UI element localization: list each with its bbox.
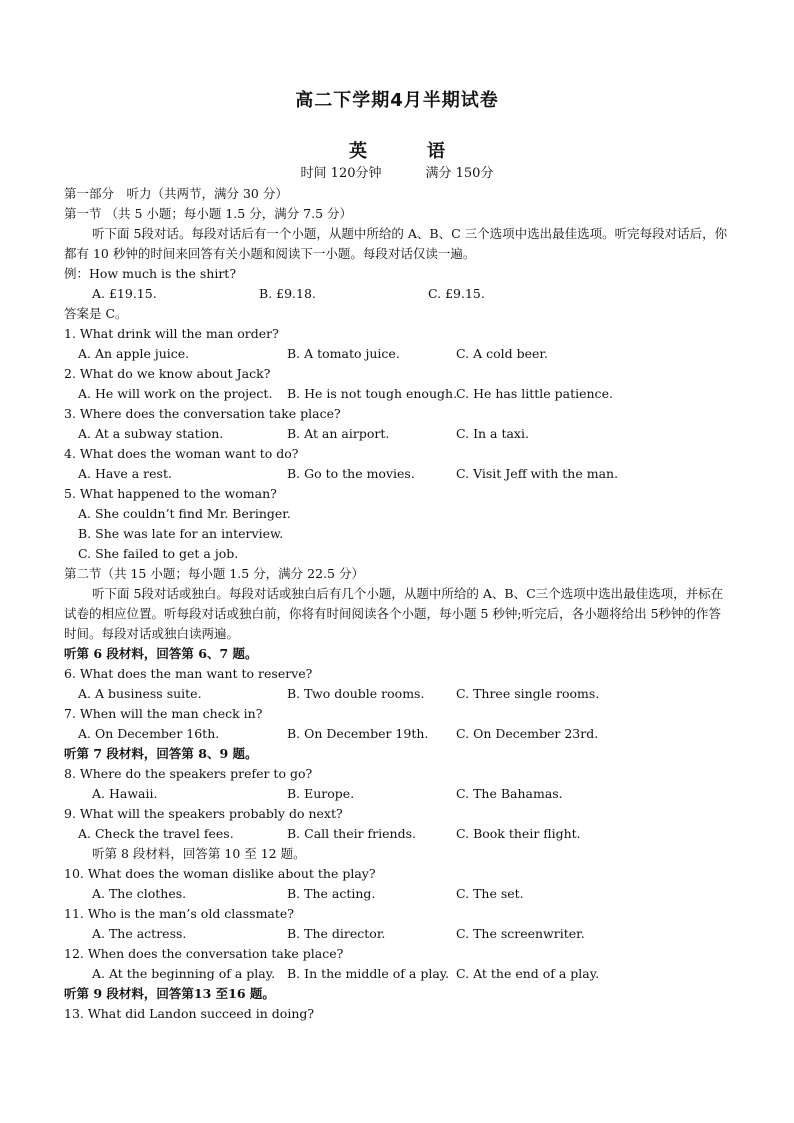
option-b: B. Call their friends. xyxy=(287,826,416,841)
option-a: A. Check the travel fees. xyxy=(78,826,234,841)
option-b: B. In the middle of a play. xyxy=(287,966,450,981)
question-6-options xyxy=(64,684,732,704)
part1-heading: 第一部分 听力（共两节，满分 30 分） xyxy=(64,186,288,201)
question-3-options xyxy=(64,424,732,444)
option-b: B. The acting. xyxy=(287,886,376,901)
option-b: B. She was late for an interview. xyxy=(78,526,284,541)
option-b: B. He is not tough enough. xyxy=(287,386,458,401)
material-8-heading: 听第 8 段材料，回答第 10 至 12 题。 xyxy=(92,846,306,861)
option-a: A. The clothes. xyxy=(92,886,187,901)
example-option-a: A. £19.15. xyxy=(92,286,157,301)
question-7-options xyxy=(64,724,732,744)
subject-right: 语 xyxy=(427,141,445,162)
option-a: A. She couldn’t find Mr. Beringer. xyxy=(78,506,291,521)
example-answer: 答案是 C。 xyxy=(64,306,128,321)
option-c: C. The set. xyxy=(456,886,524,901)
option-a: A. An apple juice. xyxy=(78,346,190,361)
question-6: 6. What does the man want to reserve? xyxy=(64,666,313,681)
option-b: B. On December 19th. xyxy=(287,726,429,741)
exam-score: 满分 150分 xyxy=(425,166,494,181)
option-a: A. The actress. xyxy=(92,926,187,941)
option-c: C. Book their flight. xyxy=(456,826,581,841)
question-9: 9. What will the speakers probably do next? xyxy=(64,806,343,821)
option-b: B. Europe. xyxy=(287,786,355,801)
question-4-options xyxy=(64,464,732,484)
option-c: C. He has little patience. xyxy=(456,386,613,401)
example-option-c: C. £9.15. xyxy=(428,286,485,301)
material-9-heading: 听第 9 段材料，回答第13 至16 题。 xyxy=(64,986,275,1001)
option-c: C. A cold beer. xyxy=(456,346,548,361)
question-11: 11. Who is the man’s old classmate? xyxy=(64,906,295,921)
section2-instructions: 听下面 5段对话或独白。每段对话或独白后有几个小题，从题中所给的 A、B、C三个选项中选出最佳选项，并标在试卷的相应位置。听每段对话或独白前，你将有时间阅读各个小题，每小题 5 秒钟;听完后，各小题将给出 5秒钟的作答时间。每段对话或独白读两遍。 xyxy=(64,586,724,641)
option-c: C. In a taxi. xyxy=(456,426,529,441)
example-question: 例：How much is the shirt? xyxy=(64,266,237,281)
material-7-heading: 听第 7 段材料，回答第 8、9 题。 xyxy=(64,746,258,761)
section1-instructions: 听下面 5段对话。每段对话后有一个小题，从题中所给的 A、B、C 三个选项中选出最佳选项。听完每段对话后，你都有 10 秒钟的时间来回答有关小题和阅读下一小题。每段对话仅读一遍。 xyxy=(64,226,728,261)
material-6-heading: 听第 6 段材料，回答第 6、7 题。 xyxy=(64,646,258,661)
exam-time: 时间 120分钟 xyxy=(300,166,382,181)
example-option-b: B. £9.18. xyxy=(259,286,316,301)
question-13: 13. What did Landon succeed in doing? xyxy=(64,1006,315,1021)
question-2: 2. What do we know about Jack? xyxy=(64,366,271,381)
subject-left: 英 xyxy=(349,141,367,162)
option-b: B. At an airport. xyxy=(287,426,390,441)
option-c: C. At the end of a play. xyxy=(456,966,600,981)
question-8: 8. Where do the speakers prefer to go? xyxy=(64,766,313,781)
option-b: B. A tomato juice. xyxy=(287,346,400,361)
option-b: B. Go to the movies. xyxy=(287,466,415,481)
option-c: C. The Bahamas. xyxy=(456,786,563,801)
page-title: 高二下学期4月半期试卷 xyxy=(295,90,499,111)
question-9-options xyxy=(64,824,732,844)
option-a: A. A business suite. xyxy=(78,686,202,701)
question-2-options xyxy=(64,384,732,404)
question-1: 1. What drink will the man order? xyxy=(64,326,279,341)
question-8-options xyxy=(64,784,732,804)
subject-title xyxy=(0,140,794,164)
question-12: 12. When does the conversation take place? xyxy=(64,946,344,961)
option-c: C. The screenwriter. xyxy=(456,926,585,941)
option-b: B. Two double rooms. xyxy=(287,686,425,701)
option-a: A. He will work on the project. xyxy=(78,386,273,401)
option-a: A. At a subway station. xyxy=(78,426,224,441)
question-3: 3. Where does the conversation take place? xyxy=(64,406,341,421)
option-b: B. The director. xyxy=(287,926,386,941)
option-c: C. Three single rooms. xyxy=(456,686,600,701)
option-a: A. At the beginning of a play. xyxy=(92,966,276,981)
question-10-options xyxy=(64,884,732,904)
question-10: 10. What does the woman dislike about the play? xyxy=(64,866,376,881)
section1-heading: 第一节 （共 5 小题；每小题 1.5 分，满分 7.5 分） xyxy=(64,206,353,221)
option-c: C. On December 23rd. xyxy=(456,726,599,741)
option-a: A. On December 16th. xyxy=(78,726,220,741)
question-4: 4. What does the woman want to do? xyxy=(64,446,299,461)
option-a: A. Hawaii. xyxy=(92,786,158,801)
question-11-options xyxy=(64,924,732,944)
question-7: 7. When will the man check in? xyxy=(64,706,263,721)
option-a: A. Have a rest. xyxy=(78,466,172,481)
option-c: C. She failed to get a job. xyxy=(78,546,239,561)
exam-meta xyxy=(0,164,794,184)
example-options xyxy=(64,284,732,304)
question-12-options xyxy=(64,964,732,984)
exam-body xyxy=(64,184,732,1024)
section2-heading: 第二节（共 15 小题；每小题 1.5 分，满分 22.5 分） xyxy=(64,566,364,581)
question-1-options xyxy=(64,344,732,364)
option-c: C. Visit Jeff with the man. xyxy=(456,466,619,481)
question-5: 5. What happened to the woman? xyxy=(64,486,277,501)
